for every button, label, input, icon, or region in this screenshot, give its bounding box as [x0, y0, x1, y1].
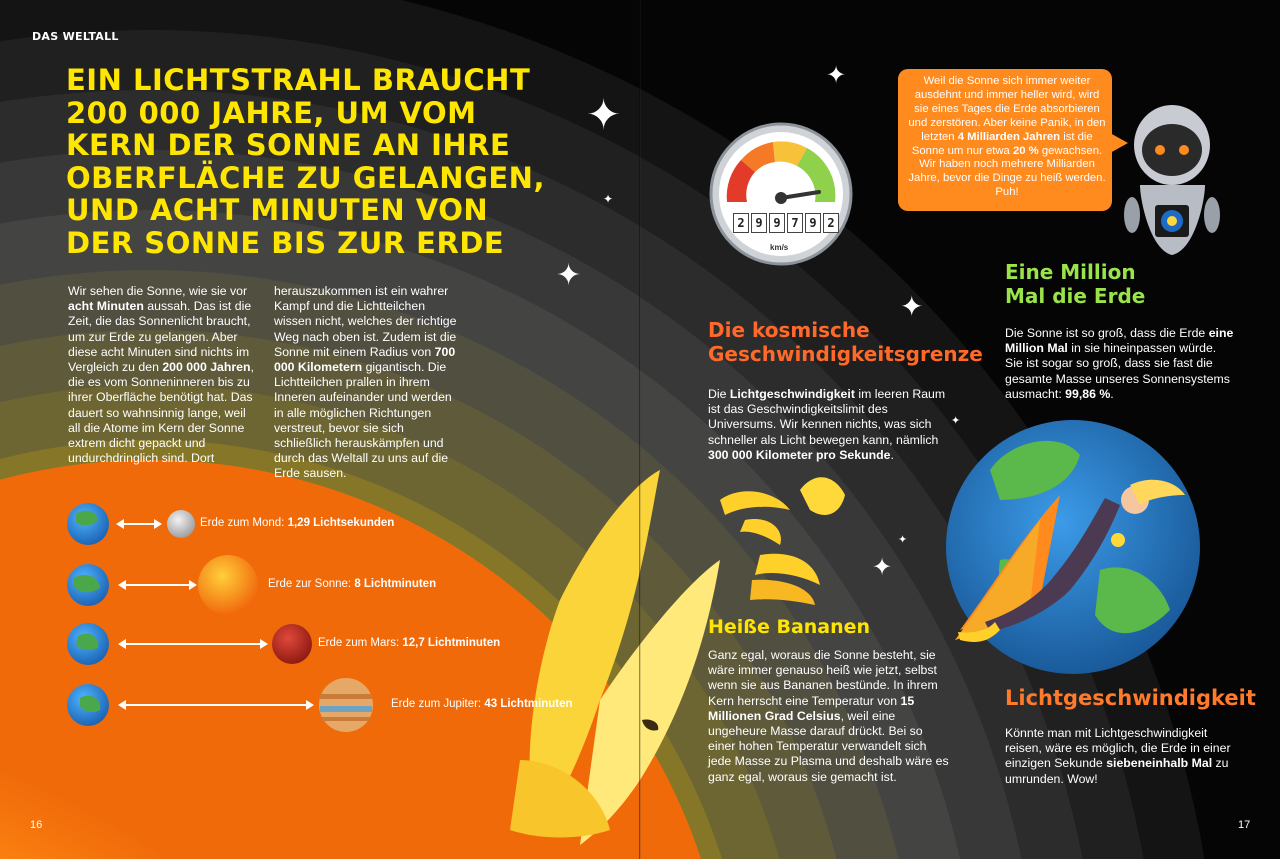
- headline-line: 200 000 JAHRE, UM VOM: [66, 95, 477, 130]
- speed-digit: 9: [751, 213, 767, 233]
- emphasis-text: 700 000 Kilometern: [274, 344, 456, 375]
- speed-digit: 2: [733, 213, 749, 233]
- emphasis-text: Lichtgeschwindigkeit: [729, 387, 855, 401]
- emphasis-text: 200 000 Jahren: [162, 360, 251, 375]
- body-text-run: .: [890, 447, 894, 462]
- speed-digit: 9: [805, 213, 821, 233]
- body-text-run: aussah. Das ist die Zeit, die das Sonnenlicht braucht, um zur Erde zu gelangen. Aber diese acht Minuten sind nichts im Vergleich zu den: [68, 299, 252, 375]
- star-icon: ✦: [556, 258, 582, 293]
- star-icon: ✦: [826, 61, 847, 89]
- emphasis-text: siebeneinhalb Mal: [1106, 756, 1213, 771]
- body-text-run: Die Sonne ist so groß, dass die Erde: [1005, 326, 1209, 340]
- body-text-run: Wir sehen die Sonne, wie sie vor: [68, 284, 248, 298]
- headline: [66, 64, 586, 259]
- heading-million-earths: Eine Million Mal die Erde: [1005, 260, 1146, 308]
- headline-line: EIN LICHTSTRAHL BRAUCHT: [66, 63, 531, 97]
- emphasis-text: acht Minuten: [68, 299, 144, 314]
- distance-label-sun: Erde zur Sonne: 8 Lichtminuten: [268, 578, 437, 590]
- page-number-left: 16: [30, 819, 43, 831]
- headline-line: DER SONNE BIS ZUR ERDE: [66, 225, 505, 260]
- headline-line: UND ACHT MINUTEN VON: [66, 193, 489, 227]
- body-text-run: Könnte man mit Lichtgeschwindigkeit reisen, wäre es möglich, die Erde in einer einzigen Sekunde: [1005, 726, 1231, 771]
- emphasis-text: 300 000 Kilometer pro Sekunde: [708, 447, 891, 462]
- emphasis-text: 15 Millionen Grad Celsius: [708, 693, 915, 723]
- distance-label-mars: Erde zum Mars: 12,7 Lichtminuten: [318, 637, 501, 649]
- body-text-run: in sie hineinpassen würde. Sie ist sogar so groß, dass sie fast die gesamte Masse unseres Sonnensystems ausmacht:: [1005, 341, 1230, 401]
- speed-unit: km/s: [770, 243, 789, 252]
- robot-speech-bubble: [898, 69, 1112, 211]
- emphasis-text: 20 %: [1012, 144, 1039, 157]
- distance-label-moon: Erde zum Mond: 1,29 Lichtsekunden: [200, 517, 395, 529]
- body-text-run: Die: [708, 387, 730, 401]
- body-text-run: herauszukommen ist ein wahrer Kampf und die Lichtteilchen wissen nicht, welches der richtige Weg nach oben ist. Zudem ist die Sonne mit einem Radius von: [274, 284, 457, 359]
- body-text-run: gigantisch. Die Lichtteilchen prallen in ihrem Inneren aufeinander und werden in alle möglichen Richtungen verstreut, bevor sie sich schließlich herauskämpfen und durch das Weltall zu uns auf die Erde sausen.: [274, 360, 452, 481]
- body-text-run: , weil eine ungeheure Masse darauf drückt. Bei so einer hohen Temperatur verwandelt sich jede Masse zu Plasma und deshalb wäre es ganz egal, woraus sie gemacht ist.: [708, 708, 949, 784]
- speed-digit: 9: [769, 213, 785, 233]
- star-icon: ✦: [951, 414, 961, 427]
- heading-speed-limit: Die kosmische Geschwindigkeitsgrenze: [708, 318, 983, 366]
- body-text-run: im leeren Raum ist das Geschwindigkeitslimit des Universums. Wir kennen nichts, was sich schneller als Licht bewegen kann, nämlich: [708, 387, 946, 447]
- headline-line: OBERFLÄCHE ZU GELANGEN,: [66, 160, 545, 195]
- emphasis-text: 99,86 %: [1065, 386, 1111, 401]
- distance-arrow-moon: [118, 523, 160, 525]
- star-icon: ✦: [900, 290, 924, 323]
- distance-arrow-mars: [120, 643, 266, 645]
- body-text-run: gewachsen. Wir haben noch mehrere Milliarden Jahre, bevor die Dinge zu heiß werden. Puh!: [908, 144, 1106, 199]
- page-number-right: 17: [1238, 819, 1251, 831]
- body-text-run: zu umrunden. Wow!: [1005, 756, 1229, 786]
- intro-column-2: [274, 284, 460, 482]
- distance-arrow-jupiter: [120, 704, 312, 706]
- body-text-run: Ganz egal, woraus die Sonne besteht, sie wäre immer genauso heiß wie jetzt, selbst wenn sie aus Bananen bestünde. In ihrem Kern herrscht eine Temperatur von: [708, 648, 938, 708]
- section-label: DAS WELTALL: [32, 30, 119, 43]
- text-speed-limit: [708, 387, 953, 463]
- speech-bubble-text: [908, 75, 1106, 200]
- heading-light-speed: Lichtgeschwindigkeit: [1005, 686, 1256, 710]
- emphasis-text: eine Million Mal: [1005, 326, 1234, 356]
- text-light-speed: [1005, 726, 1235, 787]
- body-text-run: Weil die Sonne sich immer weiter ausdehnt und immer heller wird, wird sie eines Tages die Erde absorbieren und zerstören. Aber keine Panik, in den letzten: [908, 75, 1106, 143]
- body-text-run: ist die Sonne um nur etwa: [911, 130, 1093, 157]
- body-text-run: , die es vom Sonneninneren bis zu ihrer Oberfläche benötigt hat. Das dauert so wahnsinnig lange, weil all die Atome im Kern der Sonne extrem dicht gepackt und undurchdringlich sind. Dort: [68, 360, 254, 466]
- headline-line: KERN DER SONNE AN IHRE: [66, 128, 511, 162]
- star-icon: ✦: [603, 192, 614, 206]
- speed-digit: 7: [787, 213, 803, 233]
- body-text-run: .: [1110, 386, 1114, 401]
- intro-column-1: [68, 284, 260, 466]
- emphasis-text: 4 Milliarden Jahren: [957, 130, 1061, 143]
- distance-label-jupiter: Erde zum Jupiter: 43 Lichtminuten: [391, 698, 573, 710]
- heading-hot-bananas: Heiße Bananen: [708, 616, 871, 638]
- speed-counter: [733, 213, 839, 233]
- text-million-earths: [1005, 326, 1235, 402]
- page-spine: [639, 0, 641, 859]
- speed-digit: 2: [823, 213, 839, 233]
- star-icon: ✦: [898, 533, 908, 546]
- distance-arrow-sun: [120, 584, 195, 586]
- star-icon: ✦: [872, 553, 893, 581]
- star-icon: ✦: [586, 90, 622, 139]
- text-hot-bananas: [708, 648, 953, 785]
